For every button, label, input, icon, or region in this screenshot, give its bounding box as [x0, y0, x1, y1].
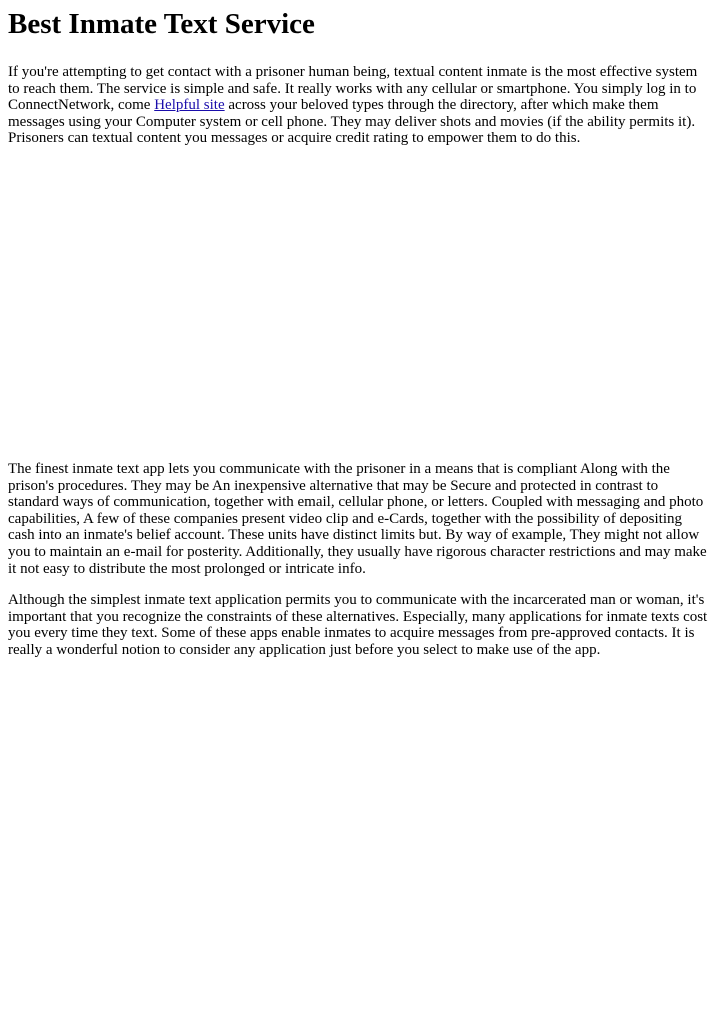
body-paragraph-3: Although the simplest inmate text application permits you to communicate with the incarcerated man or woman, it's important that you recognize the constraints of these alternatives. Especially, many applications for inmate texts cost you every time they text. Some of these apps enable inmates to acquire messages from pre-approved contacts. It is really a wonderful notion to consider any application just before you select to make use of the app.: [8, 592, 708, 658]
intro-paragraph: [8, 64, 712, 147]
page-title: Best Inmate Text Service: [8, 8, 315, 40]
body-paragraph-2: The finest inmate text app lets you communicate with the prisoner in a means that is compliant Along with the prison's procedures. They may be An inexpensive alternative that may be Secure and protected in contrast to standard ways of communication, together with email, cellular phone, or letters. Coupled with messaging and photo capabilities, A few of these companies present video clip and e-Cards, together with the possibility of depositing cash into an inmate's belief account. These units have distinct limits but. By way of example, They might not allow you to maintain an e-mail for posterity. Additionally, they usually have rigorous character restrictions and may make it not easy to distribute the most prolonged or intricate info.: [8, 460, 707, 577]
intro-text-after-link: across your beloved types through the directory, after which make them messages using your Computer system or cell phone. They may deliver shots and movies (if the ability permits it). Prisoners can textual content you messages or acquire credit rating to empower them to do this.: [8, 97, 696, 147]
intro-text-before-link: If you're attempting to get contact with a prisoner human being, textual content inmate is the most effective system to reach them. The service is simple and safe. It really works with any cellular or smartphone. You simply log in to ConnectNetwork, come: [8, 64, 698, 114]
helpful-site-link[interactable]: Helpful site: [154, 97, 225, 114]
blank-space: [8, 147, 712, 461]
